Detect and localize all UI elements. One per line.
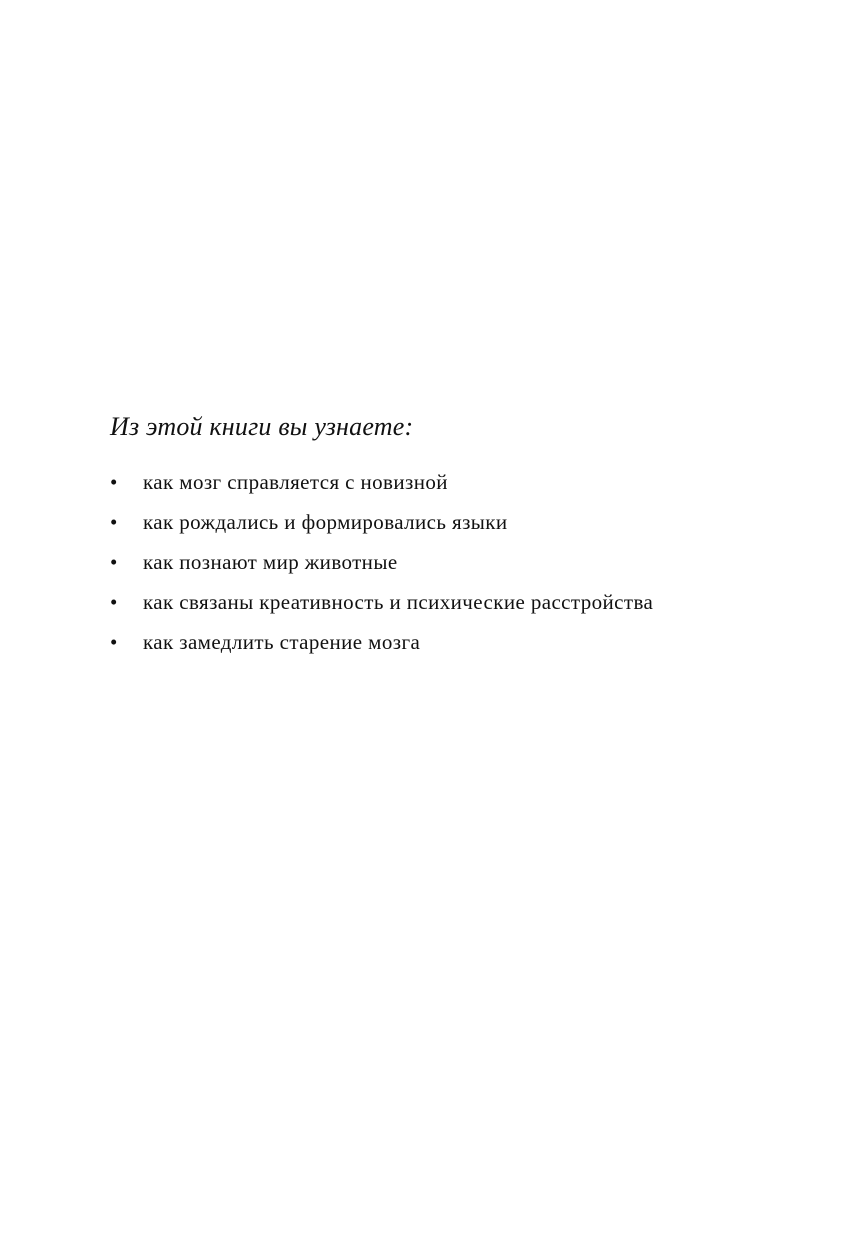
section-heading: Из этой книги вы узнаете:: [110, 412, 414, 441]
bullet-icon: •: [110, 550, 118, 574]
list-item: [110, 622, 790, 662]
bullet-list: [110, 462, 790, 662]
list-item-text: как замедлить старение мозга: [143, 630, 421, 654]
list-item: [110, 502, 790, 542]
bullet-icon: •: [110, 510, 118, 534]
list-item: [110, 462, 790, 502]
list-item-text: как рождались и формировались языки: [143, 510, 508, 534]
list-item-text: как связаны креативность и психические расстройства: [143, 590, 654, 614]
bullet-icon: •: [110, 470, 118, 494]
list-item: [110, 582, 790, 622]
list-item-text: как мозг справляется с новизной: [143, 470, 448, 494]
list-item-text: как познают мир животные: [143, 550, 398, 574]
bullet-icon: •: [110, 630, 118, 654]
list-item: [110, 542, 790, 582]
bullet-icon: •: [110, 590, 118, 614]
content-block: [110, 410, 790, 662]
